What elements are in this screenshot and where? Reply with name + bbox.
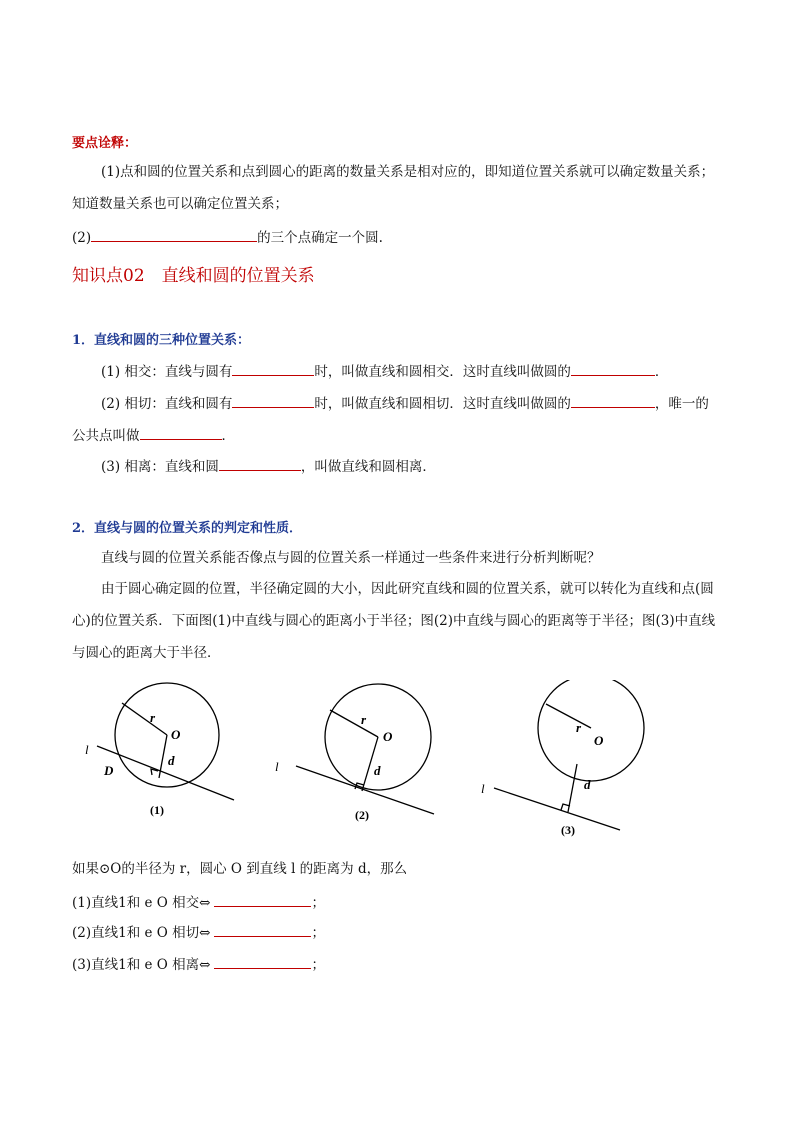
conclusion-q1 bbox=[72, 891, 325, 913]
part2-paragraph-2-line-1: 由于圆心确定圆的位置，半径确定圆的大小，因此研究直线和圆的位置关系，就可以转化为直线和点(圆 bbox=[101, 581, 714, 597]
intersect-text-a: (1) 相交：直线与圆有 bbox=[101, 364, 233, 380]
q2-text: (2)直线1和 e O 相切⇔ bbox=[72, 925, 211, 941]
fill-blank[interactable] bbox=[214, 953, 311, 969]
fill-blank[interactable] bbox=[232, 360, 314, 376]
key-point-1-line-1: (1)点和圆的位置关系和点到圆心的距离的数量关系是相对应的，即知道位置关系就可以确定数量关系； bbox=[101, 164, 715, 180]
tangent-text-d: 公共点叫做 bbox=[72, 428, 140, 444]
conclusion-intro: 如果⊙O的半径为 r，圆心 O 到直线 l 的距离为 d，那么 bbox=[72, 861, 408, 877]
radius-1 bbox=[122, 703, 167, 735]
fig3-label-radius: r bbox=[576, 720, 582, 735]
fig1-label-line: l bbox=[85, 742, 89, 757]
part1-heading: 1．直线和圆的三种位置关系： bbox=[72, 333, 251, 348]
intersect-text-c: ． bbox=[654, 364, 669, 380]
distance-segment-3 bbox=[568, 764, 577, 812]
figures-diagram bbox=[0, 680, 794, 850]
line-l-1 bbox=[97, 746, 234, 800]
fill-blank[interactable] bbox=[140, 424, 222, 440]
key-point-2-suffix: 的三个点确定一个圆. bbox=[257, 230, 383, 246]
tangent-line-2 bbox=[72, 424, 235, 446]
radius-2 bbox=[330, 710, 378, 737]
conclusion-q2 bbox=[72, 921, 325, 943]
fig1-label-distance: d bbox=[168, 753, 175, 768]
fig3-label-distance: d bbox=[584, 777, 591, 792]
intersect-text-b: 时，叫做直线和圆相交．这时直线叫做圆的 bbox=[314, 364, 571, 380]
fill-blank[interactable] bbox=[219, 455, 301, 471]
fig2-label-radius: r bbox=[361, 712, 367, 727]
q3-text: (3)直线1和 e O 相离⇔ bbox=[72, 957, 211, 973]
conclusion-q3 bbox=[72, 953, 325, 975]
fig1-label-center: O bbox=[171, 727, 181, 742]
line-l-3 bbox=[494, 788, 620, 830]
fill-blank[interactable] bbox=[571, 360, 655, 376]
fill-blank[interactable] bbox=[571, 392, 655, 408]
fig3-label-center: O bbox=[594, 733, 604, 748]
apart-line bbox=[101, 455, 436, 477]
figure-2 bbox=[296, 684, 434, 814]
fig1-label-point: D bbox=[104, 763, 114, 778]
fig2-label-distance: d bbox=[374, 763, 381, 778]
intersect-line bbox=[101, 360, 668, 382]
radius-3 bbox=[546, 704, 591, 728]
key-point-1-line-2: 知道数量关系也可以确定位置关系； bbox=[72, 196, 288, 212]
figure-3 bbox=[494, 680, 644, 830]
q3-end: ； bbox=[311, 957, 325, 973]
fig2-caption: (2) bbox=[355, 808, 369, 822]
fig1-caption: (1) bbox=[150, 803, 164, 817]
fig1-label-radius: r bbox=[150, 710, 156, 725]
line-l-2 bbox=[296, 766, 434, 814]
fig3-label-line: l bbox=[481, 781, 485, 796]
tangent-text-b: 时，叫做直线和圆相切．这时直线叫做圆的 bbox=[314, 396, 571, 412]
apart-text-a: (3) 相离：直线和圆 bbox=[101, 459, 219, 475]
q1-end: ； bbox=[311, 895, 325, 911]
key-point-2 bbox=[72, 226, 383, 248]
part2-paragraph-2-line-2: 心)的位置关系．下面图(1)中直线与圆心的距离小于半径；图(2)中直线与圆心的距离等于半径；图(3)中直线 bbox=[72, 613, 716, 629]
key-point-2-prefix: (2) bbox=[72, 230, 92, 246]
key-points-heading: 要点诠释： bbox=[72, 136, 138, 151]
apart-text-b: ，叫做直线和圆相离． bbox=[300, 459, 436, 475]
tangent-text-c: ，唯一的 bbox=[654, 396, 709, 412]
figure-1 bbox=[97, 683, 234, 800]
section-title: 知识点02 直线和圆的位置关系 bbox=[72, 266, 315, 286]
tangent-text-a: (2) 相切：直线和圆有 bbox=[101, 396, 233, 412]
tangent-text-e: ． bbox=[221, 428, 235, 444]
fig3-caption: (3) bbox=[561, 823, 575, 837]
q2-end: ； bbox=[311, 925, 325, 941]
fig2-label-line: l bbox=[275, 759, 279, 774]
fig2-label-center: O bbox=[383, 729, 393, 744]
fill-blank[interactable] bbox=[214, 891, 311, 907]
circle-3 bbox=[538, 680, 644, 781]
tangent-line bbox=[101, 392, 709, 414]
part2-heading: 2．直线与圆的位置关系的判定和性质． bbox=[72, 521, 303, 536]
fill-blank[interactable] bbox=[91, 226, 257, 242]
part2-paragraph-1: 直线与圆的位置关系能否像点与圆的位置关系一样通过一些条件来进行分析判断呢？ bbox=[101, 550, 601, 566]
fill-blank[interactable] bbox=[214, 921, 311, 937]
part2-paragraph-2-line-3: 与圆心的距离大于半径． bbox=[72, 645, 221, 661]
fill-blank[interactable] bbox=[232, 392, 314, 408]
q1-text: (1)直线1和 e O 相交⇔ bbox=[72, 895, 211, 911]
